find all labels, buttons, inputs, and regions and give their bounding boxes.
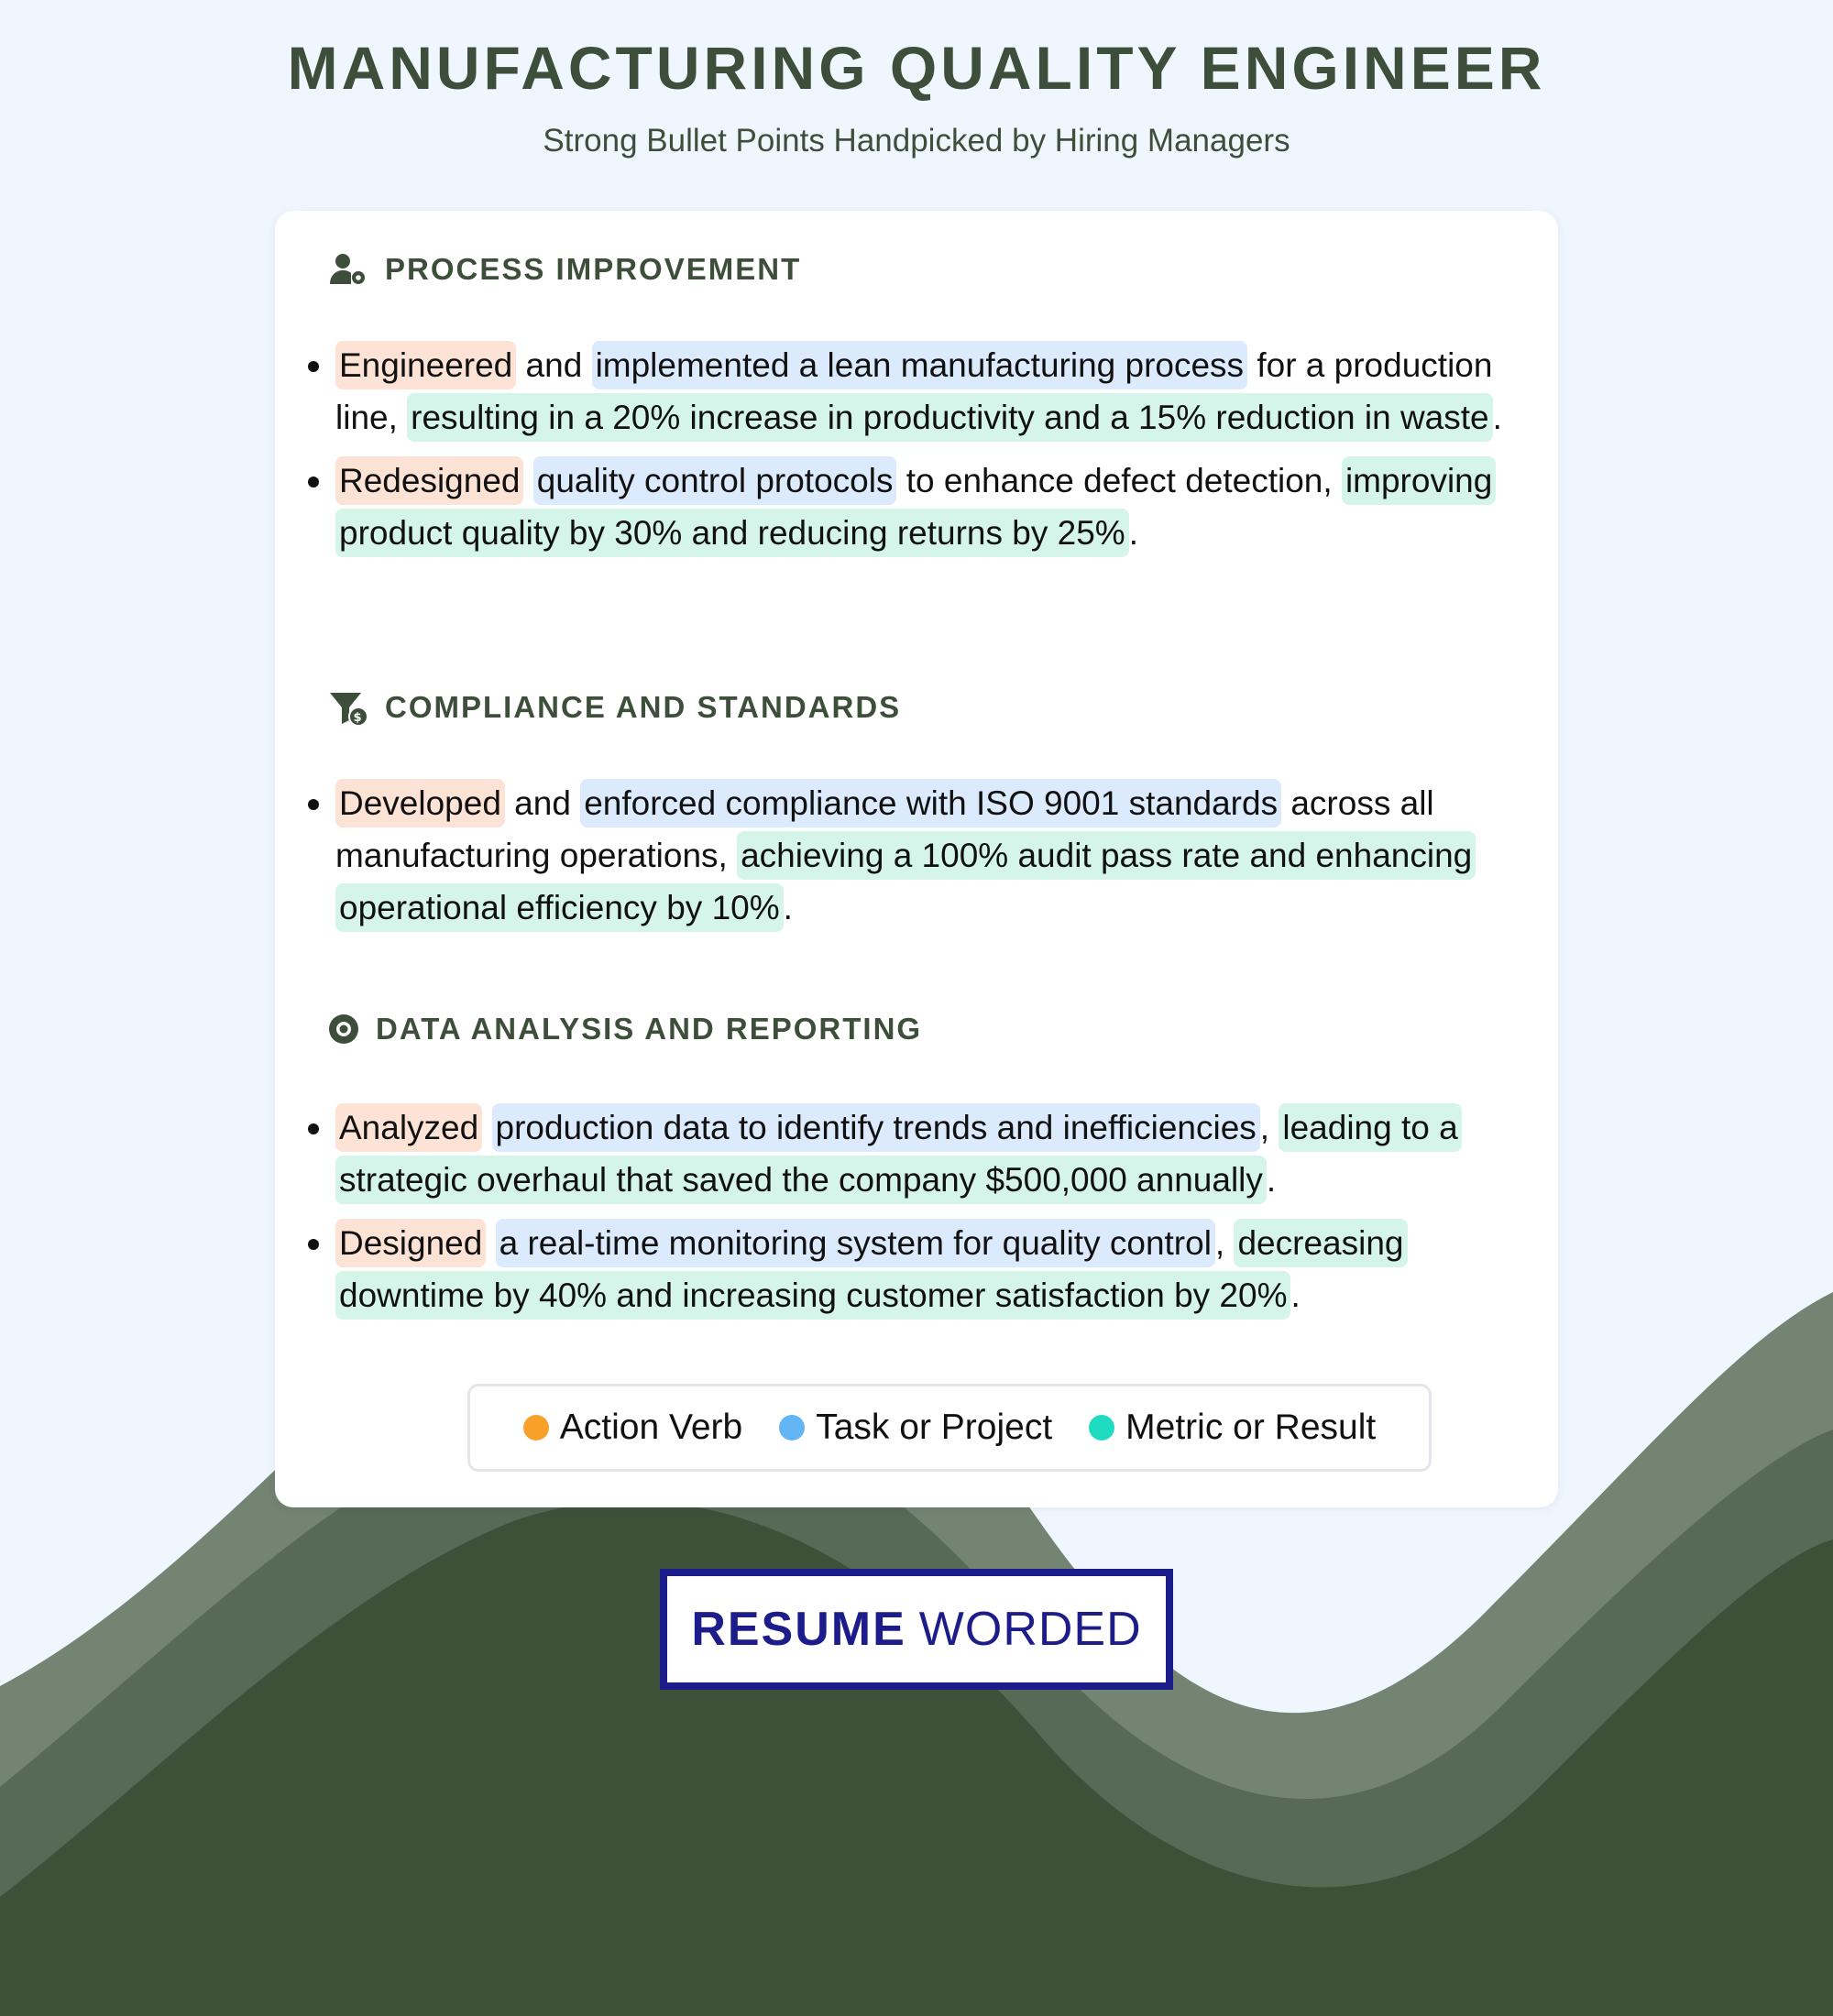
legend-item-task-or-project [779,1408,1052,1448]
bullet-item [335,1217,1527,1321]
task-highlight: enforced compliance with ISO 9001 standards [580,779,1281,827]
bullet-text: and [516,346,592,384]
bullet-text: . [1290,1276,1301,1314]
legend-label: Action Verb [559,1408,743,1447]
bullet-item [335,339,1527,444]
metric-highlight: decreasing downtime by 40% and increasing customer satisfaction by 20% [335,1219,1408,1320]
bullet-text: . [1492,399,1502,436]
section-heading-compliance [328,687,901,728]
bullet-item [335,1101,1527,1206]
action-verb-highlight: Engineered [335,341,516,389]
svg-text:$: $ [353,711,364,725]
page-subtitle: Strong Bullet Points Handpicked by Hiring Managers [543,123,1290,159]
bullet-text: to enhance defect detection, [896,462,1342,499]
bullet-item [335,777,1527,934]
legend-label: Metric or Result [1125,1408,1377,1447]
task-highlight: a real-time monitoring system for quality control [496,1219,1215,1267]
legend-dot-blue [779,1415,805,1441]
metric-highlight: leading to a strategic overhaul that saved the company $500,000 annually [335,1103,1462,1204]
action-verb-highlight: Redesigned [335,456,523,505]
bullet-list-compliance [335,777,1527,945]
bullet-item [335,455,1527,559]
metric-highlight: achieving a 100% audit pass rate and enhancing operational efficiency by 10% [335,831,1476,932]
page-header [0,0,1833,159]
task-highlight: implemented a lean manufacturing process [592,341,1248,389]
action-verb-highlight: Designed [335,1219,486,1267]
legend-dot-teal [1089,1415,1114,1441]
action-verb-highlight: Developed [335,779,505,827]
logo-text-bold: RESUME [691,1603,906,1656]
legend-item-action-verb [523,1408,742,1448]
section-heading-label: COMPLIANCE AND STANDARDS [385,690,902,724]
bullet-text [482,1109,491,1146]
bullet-list-process-improvement [335,339,1527,570]
task-highlight: production data to identify trends and inefficiencies [492,1103,1260,1152]
record-circle-icon [328,1013,359,1045]
page-title: MANUFACTURING QUALITY ENGINEER [287,34,1546,102]
funnel-dollar-icon [328,687,368,728]
bullet-text: . [783,889,793,926]
bullet-text: and [504,784,581,822]
section-heading-data-analysis [328,1012,922,1046]
resume-worded-logo [660,1569,1173,1690]
section-heading-process-improvement [328,249,801,290]
bullet-points-card [275,211,1558,1507]
bullet-text [523,462,532,499]
metric-highlight: resulting in a 20% increase in productivity and a 15% reduction in waste [407,393,1492,442]
bullet-text: . [1266,1161,1277,1199]
legend-dot-orange [523,1415,549,1441]
bullet-text: across all manufacturing operations, [335,784,1434,874]
highlight-legend [467,1384,1432,1472]
bullet-text: , [1259,1109,1279,1146]
bullet-text: . [1128,514,1138,552]
user-settings-icon [328,249,368,290]
bullet-text: , [1214,1224,1235,1262]
metric-highlight: improving product quality by 30% and reducing returns by 25% [335,456,1496,557]
logo-text-light: WORDED [918,1603,1142,1656]
legend-item-metric-or-result [1089,1408,1376,1448]
bullet-list-data-analysis [335,1101,1527,1332]
bullet-text: for a production line, [335,346,1493,436]
section-heading-label: PROCESS IMPROVEMENT [385,252,802,286]
section-heading-label: DATA ANALYSIS AND REPORTING [376,1012,923,1046]
task-highlight: quality control protocols [533,456,897,505]
action-verb-highlight: Analyzed [335,1103,482,1152]
legend-label: Task or Project [816,1408,1053,1447]
bullet-text [486,1224,495,1262]
